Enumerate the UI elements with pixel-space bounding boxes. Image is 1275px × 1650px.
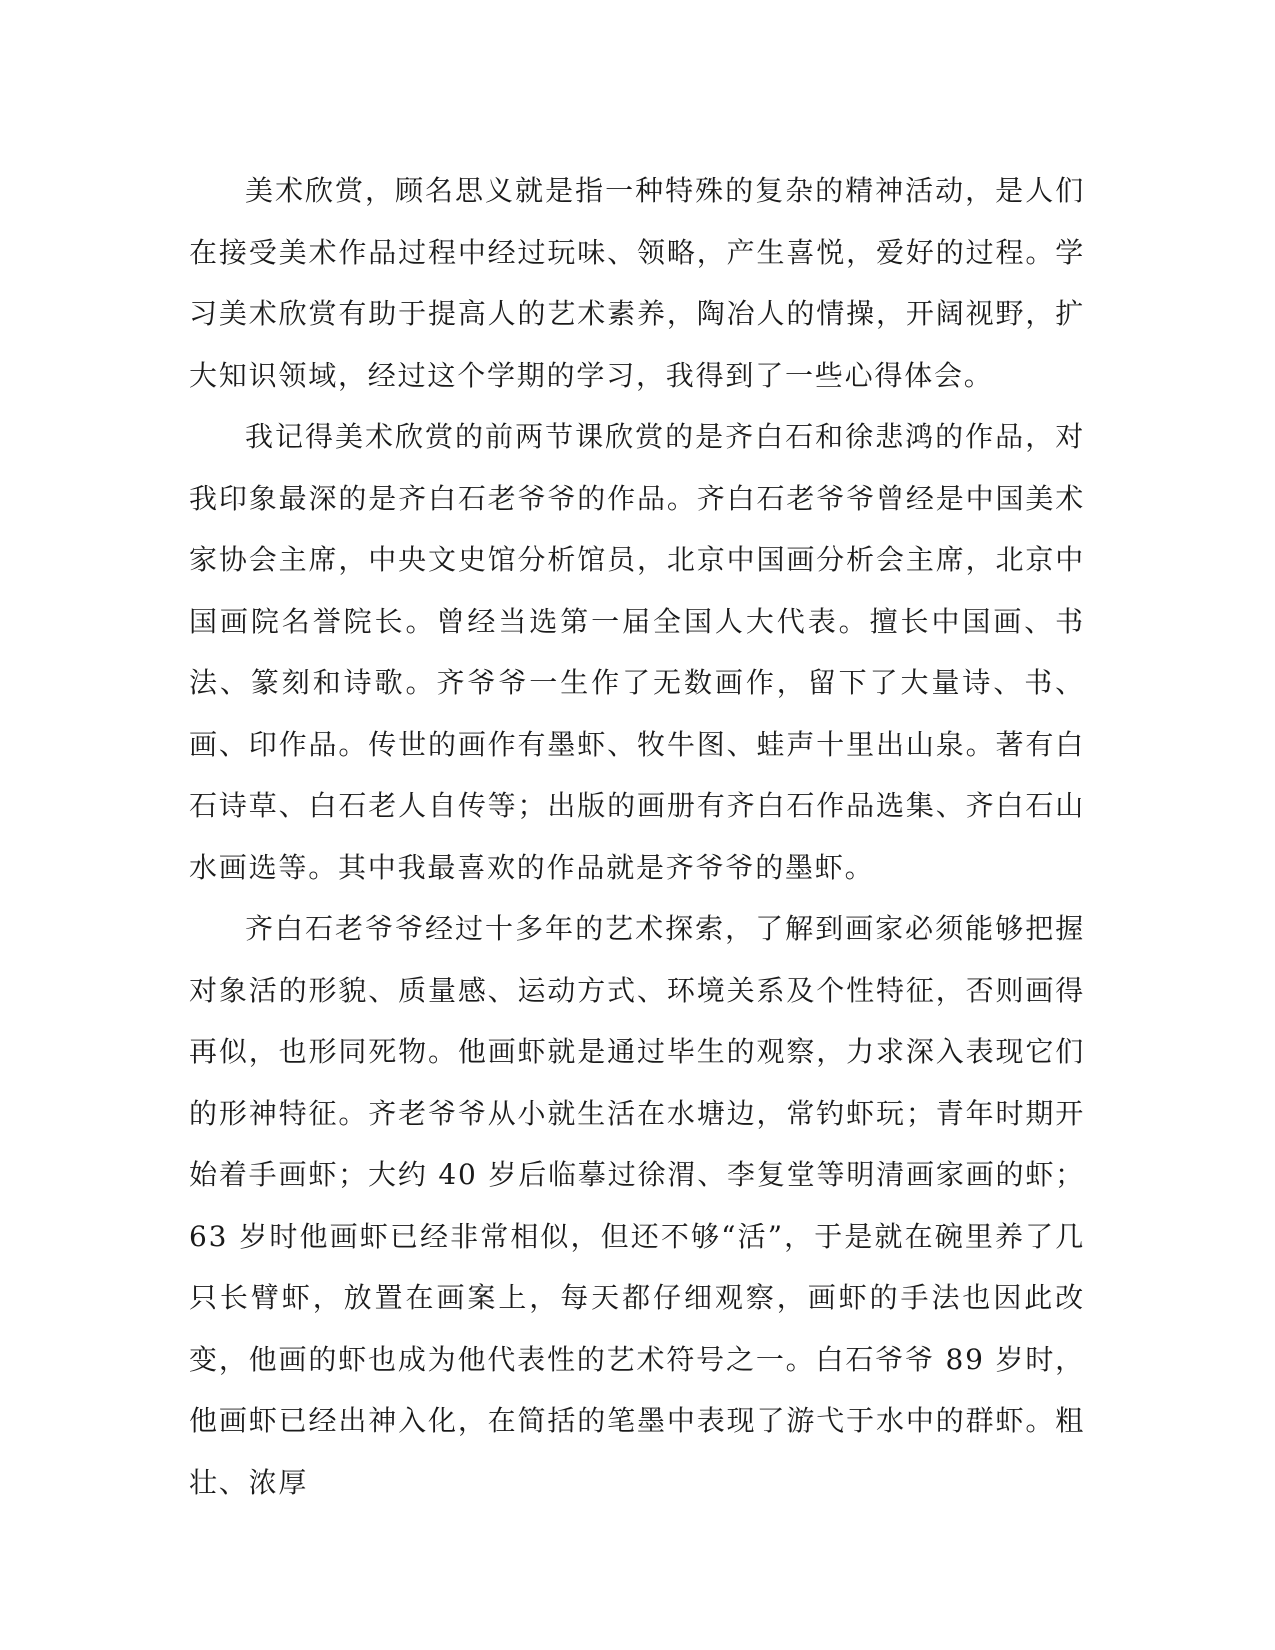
paragraph-2: 我记得美术欣赏的前两节课欣赏的是齐白石和徐悲鸿的作品，对我印象最深的是齐白石老爷爷的作品。齐白石老爷爷曾经是中国美术家协会主席，中央文史馆分析馆员，北京中国画分析会主席，北京中国画院名誉院长。曾经当选第一届全国人大代表。擅长中国画、书法、篆刻和诗歌。齐爷爷一生作了无数画作，留下了大量诗、书、画、印作品。传世的画作有墨虾、牧牛图、蛙声十里出山泉。著有白石诗草、白石老人自传等；出版的画册有齐白石作品选集、齐白石山水画选等。其中我最喜欢的作品就是齐爷爷的墨虾。 [189, 420, 1085, 884]
paragraph-1: 美术欣赏，顾名思义就是指一种特殊的复杂的精神活动，是人们在接受美术作品过程中经过玩味、领略，产生喜悦，爱好的过程。学习美术欣赏有助于提高人的艺术素养，陶冶人的情操，开阔视野，扩大知识领域，经过这个学期的学习，我得到了一些心得体会。 [189, 174, 1085, 392]
document-body [189, 160, 1085, 1513]
paragraph-3: 齐白石老爷爷经过十多年的艺术探索，了解到画家必须能够把握对象活的形貌、质量感、运动方式、环境关系及个性特征，否则画得再似，也形同死物。他画虾就是通过毕生的观察，力求深入表现它们的形神特征。齐老爷爷从小就生活在水塘边，常钓虾玩；青年时期开始着手画虾；大约 40 岁后临摹过徐渭、李复堂等明清画家画的虾；63 岁时他画虾已经非常相似，但还不够“活”，于是就在碗里养了几只长臂虾，放置在画案上，每天都仔细观察，画虾的手法也因此改变，他画的虾也成为他代表性的艺术符号之一。白石爷爷 89 岁时，他画虾已经出神入化，在简括的笔墨中表现了游弋于水中的群虾。粗壮、浓厚 [189, 912, 1085, 1499]
